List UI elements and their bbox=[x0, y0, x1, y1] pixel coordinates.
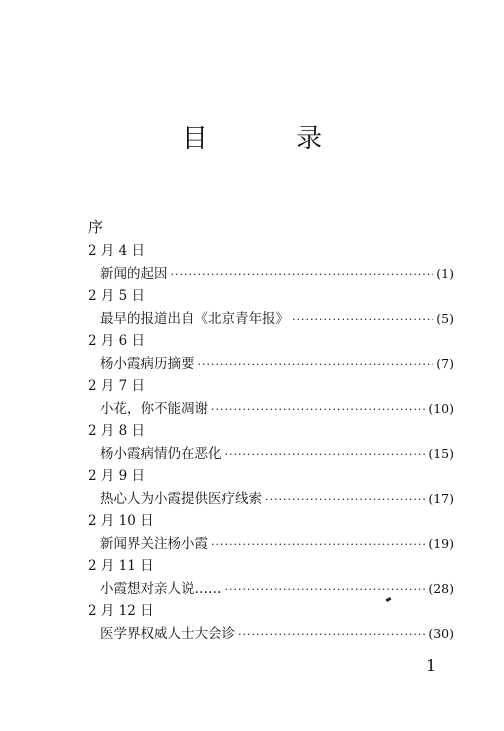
toc-entry bbox=[88, 397, 454, 420]
toc-entry-label: 小霞想对亲人说…… bbox=[100, 581, 222, 597]
toc-section bbox=[88, 510, 454, 555]
toc-entry bbox=[88, 577, 454, 600]
dot-leader bbox=[225, 578, 426, 601]
toc-entry-label: 杨小霞病历摘要 bbox=[100, 356, 195, 372]
toc-section bbox=[88, 240, 454, 285]
toc-date: 2 月 4 日 bbox=[88, 243, 146, 259]
dot-leader bbox=[225, 443, 426, 466]
toc-date: 2 月 6 日 bbox=[88, 333, 146, 349]
toc-entry bbox=[88, 622, 454, 645]
toc-section bbox=[88, 420, 454, 465]
toc-date: 2 月 9 日 bbox=[88, 468, 146, 484]
toc-entry-label: 新闻界关注杨小霞 bbox=[100, 536, 208, 552]
toc-date: 2 月 5 日 bbox=[88, 288, 146, 304]
toc-section bbox=[88, 465, 454, 510]
toc-date: 2 月 11 日 bbox=[88, 558, 154, 574]
toc-date: 2 月 10 日 bbox=[88, 513, 154, 529]
toc-entry-page: (15) bbox=[428, 446, 454, 461]
toc-entry-label: 新闻的起因 bbox=[100, 266, 168, 282]
toc-entry-page: (1) bbox=[436, 266, 454, 281]
toc-entry-label: 最早的报道出自《北京青年报》 bbox=[100, 311, 289, 327]
toc-entry bbox=[88, 307, 454, 330]
toc-section bbox=[88, 330, 454, 375]
page-number: 1 bbox=[426, 656, 437, 675]
toc-date: 2 月 7 日 bbox=[88, 378, 146, 394]
toc-section bbox=[88, 375, 454, 420]
toc-entry bbox=[88, 532, 454, 555]
toc-entry bbox=[88, 262, 454, 285]
table-of-contents bbox=[88, 214, 454, 645]
toc-entry-label: 医学界权威人士大会诊 bbox=[100, 626, 235, 642]
toc-preface: 序 bbox=[88, 218, 104, 236]
toc-entry-page: (28) bbox=[428, 581, 454, 596]
toc-entry-label: 热心人为小霞提供医疗线索 bbox=[100, 491, 262, 507]
toc-section bbox=[88, 285, 454, 330]
toc-entry-page: (10) bbox=[428, 401, 454, 416]
dot-leader bbox=[198, 353, 434, 376]
dot-leader bbox=[292, 308, 433, 331]
toc-entry-page: (19) bbox=[428, 536, 454, 551]
dot-leader bbox=[211, 533, 425, 556]
toc-entry bbox=[88, 487, 454, 510]
toc-entry-page: (30) bbox=[428, 626, 454, 641]
dot-leader bbox=[265, 488, 425, 511]
toc-entry bbox=[88, 352, 454, 375]
toc-entry-page: (5) bbox=[436, 311, 454, 326]
dot-leader bbox=[238, 623, 425, 646]
dot-leader bbox=[171, 263, 434, 286]
toc-date: 2 月 12 日 bbox=[88, 603, 154, 619]
toc-entry-label: 小花，你不能凋谢 bbox=[100, 401, 208, 417]
toc-entry-page: (17) bbox=[428, 491, 454, 506]
toc-entry bbox=[88, 442, 454, 465]
toc-title: 目 录 bbox=[181, 124, 363, 154]
toc-date: 2 月 8 日 bbox=[88, 423, 146, 439]
toc-entry-label: 杨小霞病情仍在恶化 bbox=[100, 446, 222, 462]
toc-entry-page: (7) bbox=[436, 356, 454, 371]
toc-section bbox=[88, 555, 454, 600]
toc-section bbox=[88, 600, 454, 645]
dot-leader bbox=[211, 398, 425, 421]
